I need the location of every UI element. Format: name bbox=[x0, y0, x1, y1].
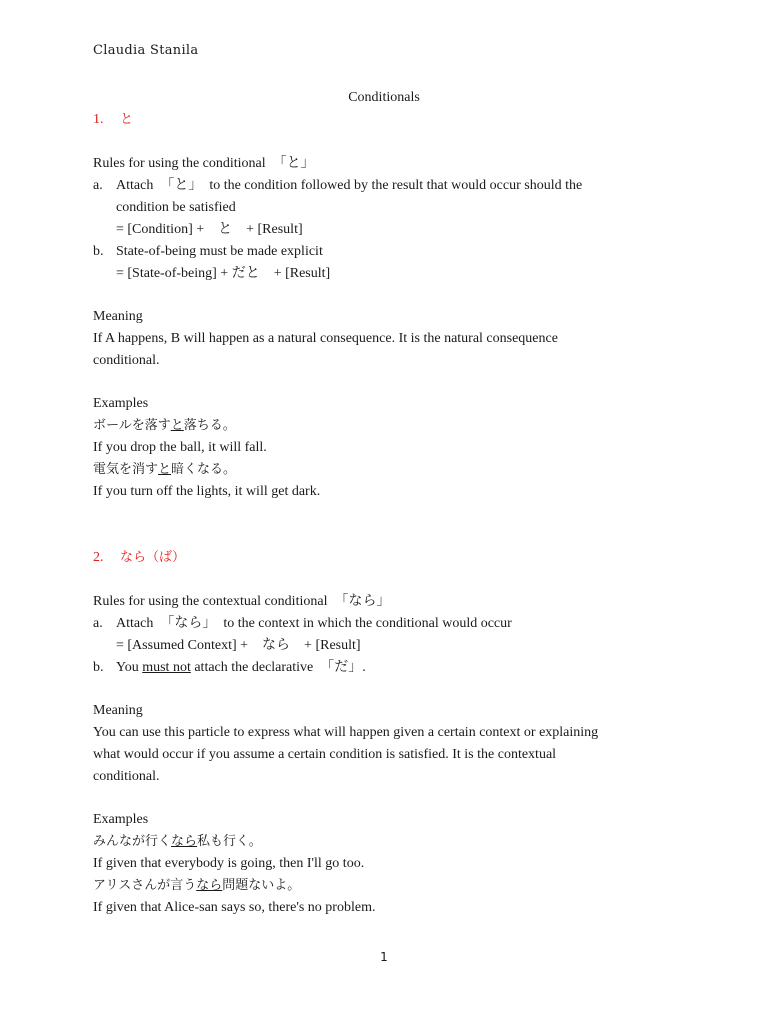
section-2-rule-b bbox=[93, 657, 366, 679]
section-1-examples-title: Examples bbox=[93, 396, 149, 411]
rule-b-letter: b. bbox=[93, 244, 104, 259]
section-1-number: 1. bbox=[93, 112, 104, 127]
section-2-meaning-line2: what would occur if you assume a certain condition is satisfied. It is the contextual bbox=[93, 747, 557, 762]
section-2-meaning-title: Meaning bbox=[93, 703, 143, 718]
section-1-example-2-en: If you turn off the lights, it will get dark. bbox=[93, 484, 321, 499]
section-2-rules-title: Rules for using the contextual conditional 「なら」 bbox=[93, 594, 391, 609]
document-title: Conditionals bbox=[348, 90, 420, 105]
section-2-example-1-en: If given that everybody is going, then I'll go too. bbox=[93, 856, 365, 871]
section-2-number: 2. bbox=[93, 550, 104, 565]
section-2-examples-title: Examples bbox=[93, 812, 149, 827]
example-jp-pre: ボールを落す bbox=[93, 418, 171, 433]
section-2-rule-a-formula: = [Assumed Context] + なら + [Result] bbox=[116, 638, 361, 653]
section-1-meaning-line2: conditional. bbox=[93, 353, 160, 368]
section-1-meaning-line1: If A happens, B will happen as a natural consequence. It is the natural consequence bbox=[93, 331, 558, 346]
section-2-heading bbox=[93, 547, 185, 569]
example-jp-pre: みんなが行く bbox=[93, 834, 172, 849]
section-1-heading bbox=[93, 109, 133, 131]
example-jp-highlight: と bbox=[170, 418, 184, 433]
section-2-example-2-en: If given that Alice-san says so, there's no problem. bbox=[93, 900, 376, 915]
rule-a-text: Attach 「なら」 to the context in which the conditional would occur bbox=[116, 616, 512, 631]
example-jp-highlight: なら bbox=[196, 878, 223, 893]
rule-b-text: State-of-being must be made explicit bbox=[116, 244, 323, 259]
section-1-title: と bbox=[120, 112, 134, 127]
rules-title-text: Rules for using the conditional 「と」 bbox=[93, 156, 315, 171]
section-2-title: なら（ば） bbox=[120, 550, 186, 565]
example-jp-post: 問題ないよ。 bbox=[222, 878, 301, 893]
section-2-example-1-jp bbox=[93, 831, 262, 853]
rule-a-letter: a. bbox=[93, 178, 103, 193]
section-1-rule-b-formula: = [State-of-being] + だと + [Result] bbox=[116, 266, 331, 281]
section-1-example-1-jp bbox=[93, 415, 236, 437]
example-jp-pre: アリスさんが言う bbox=[93, 878, 197, 893]
example-jp-post: 落ちる。 bbox=[183, 418, 236, 433]
section-1-rules-title bbox=[93, 153, 315, 175]
rule-a-letter: a. bbox=[93, 616, 103, 631]
section-1-example-2-jp bbox=[93, 459, 236, 481]
example-jp-highlight: なら bbox=[171, 834, 198, 849]
rule-b-emphasis: must not bbox=[142, 660, 191, 675]
section-2-example-2-jp bbox=[93, 875, 300, 897]
section-1-meaning-title: Meaning bbox=[93, 309, 143, 324]
example-jp-post: 暗くなる。 bbox=[171, 462, 237, 477]
rule-b-pre: You bbox=[116, 660, 143, 675]
rule-a-text: Attach 「と」 to the condition followed by the result that would occur should the bbox=[116, 178, 583, 193]
rule-b-post: attach the declarative 「だ」. bbox=[190, 660, 366, 675]
page-number: 1 bbox=[380, 950, 388, 964]
section-1-rule-a-formula: = [Condition] + と + [Result] bbox=[116, 222, 303, 237]
section-1-rule-a-line2: condition be satisfied bbox=[116, 200, 236, 215]
example-jp-post: 私も行く。 bbox=[197, 834, 262, 849]
section-2-meaning-line1: You can use this particle to express what will happen given a certain context or explaining bbox=[93, 725, 599, 740]
section-2-rule-a bbox=[93, 613, 512, 635]
rule-b-letter: b. bbox=[93, 660, 104, 675]
author-name: Claudia Stanila bbox=[93, 43, 199, 58]
section-1-rule-a bbox=[93, 175, 582, 197]
example-jp-highlight: と bbox=[158, 462, 172, 477]
section-1-example-1-en: If you drop the ball, it will fall. bbox=[93, 440, 267, 455]
example-jp-pre: 電気を消す bbox=[93, 462, 159, 477]
section-2-meaning-line3: conditional. bbox=[93, 769, 160, 784]
section-1-rule-b bbox=[93, 241, 323, 263]
